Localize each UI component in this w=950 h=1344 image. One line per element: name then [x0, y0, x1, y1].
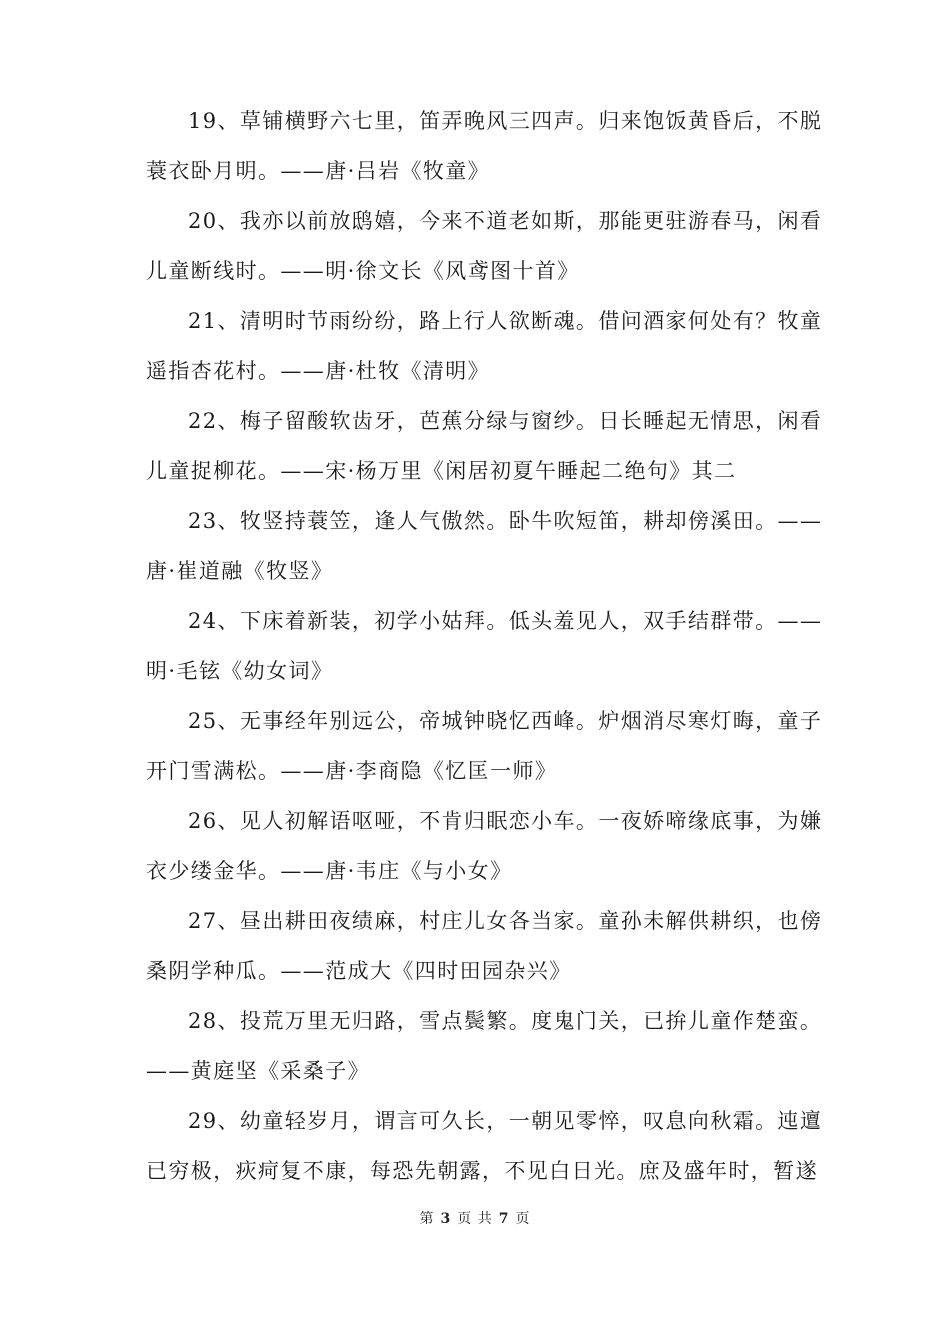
poem-line: 23、牧竖持蓑笠，逢人气傲然。卧牛吹短笛，耕却傍溪田。——: [188, 509, 823, 533]
poem-entry-26: [146, 796, 823, 896]
document-body: [146, 96, 823, 1196]
poem-line: 27、昼出耕田夜绩麻，村庄儿女各当家。童孙未解供耕织，也傍: [188, 909, 823, 933]
poem-line: 儿童捉柳花。——宋·杨万里《闲居初夏午睡起二绝句》其二: [146, 459, 737, 483]
page-footer: [0, 1208, 950, 1228]
poem-line: 21、清明时节雨纷纷，路上行人欲断魂。借问酒家何处有？牧童: [188, 309, 823, 333]
poem-line: 26、见人初解语呕哑，不肯归眠恋小车。一夜娇啼缘底事，为嫌: [188, 809, 823, 833]
poem-line: 25、无事经年别远公，帝城钟晓忆西峰。炉烟消尽寒灯晦，童子: [188, 709, 823, 733]
poem-entry-19: [146, 96, 823, 196]
poem-line: 儿童断线时。——明·徐文长《风鸢图十首》: [146, 259, 580, 283]
poem-line: 桑阴学种瓜。——范成大《四时田园杂兴》: [146, 959, 572, 983]
poem-line: 20、我亦以前放鸱嬉，今来不道老如斯，那能更驻游春马，闲看: [188, 209, 823, 233]
poem-line: 遥指杏花村。——唐·杜牧《清明》: [146, 359, 491, 383]
footer-middle: 页 共: [457, 1211, 493, 1227]
poem-line: 蓑衣卧月明。——唐·吕岩《牧童》: [146, 159, 491, 183]
poem-line: 24、下床着新装，初学小姑拜。低头羞见人，双手结群带。——: [188, 609, 823, 633]
poem-entry-25: [146, 696, 823, 796]
total-pages: 7: [498, 1211, 510, 1227]
poem-entry-29: [146, 1096, 823, 1196]
poem-line: 唐·崔道融《牧竖》: [146, 559, 334, 583]
poem-entry-22: [146, 396, 823, 496]
poem-entry-27: [146, 896, 823, 996]
poem-entry-28: [146, 996, 823, 1096]
footer-prefix: 第: [419, 1211, 435, 1227]
poem-line: 29、幼童轻岁月，谓言可久长，一朝见零悴，叹息向秋霜。迍邅: [188, 1109, 823, 1133]
poem-line: 22、梅子留酸软齿牙，芭蕉分绿与窗纱。日长睡起无情思，闲看: [188, 409, 823, 433]
poem-line: 已穷极，疢疴复不康，每恐先朝露，不见白日光。庶及盛年时，暂遂: [146, 1159, 818, 1183]
poem-entry-20: [146, 196, 823, 296]
poem-line: 衣少缕金华。——唐·韦庄《与小女》: [146, 859, 513, 883]
page-number: 3: [440, 1211, 452, 1227]
poem-line: 明·毛铉《幼女词》: [146, 659, 334, 683]
footer-suffix: 页: [515, 1211, 531, 1227]
poem-line: 28、投荒万里无归路，雪点鬓繁。度鬼门关，已拚儿童作楚蛮。: [188, 1009, 823, 1033]
poem-entry-24: [146, 596, 823, 696]
poem-line: 开门雪满松。——唐·李商隐《忆匡一师》: [146, 759, 558, 783]
poem-line: ——黄庭坚《采桑子》: [146, 1059, 370, 1083]
poem-entry-23: [146, 496, 823, 596]
poem-entry-21: [146, 296, 823, 396]
poem-line: 19、草铺横野六七里，笛弄晚风三四声。归来饱饭黄昏后，不脱: [188, 109, 823, 133]
